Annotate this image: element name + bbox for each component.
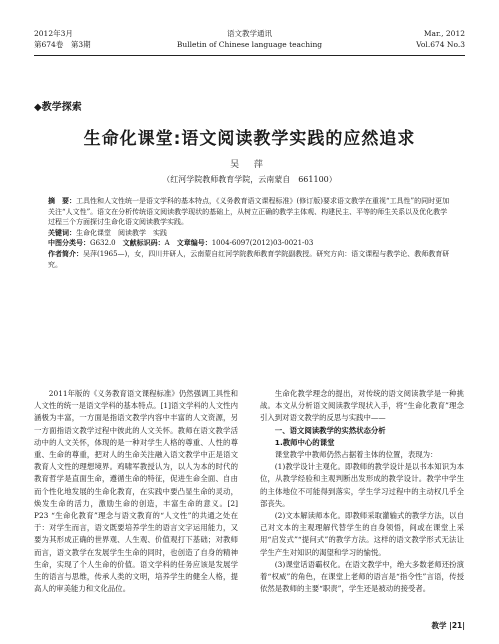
- subsection-heading: 1.教师中心的课堂: [274, 437, 335, 447]
- body-column-left: [34, 388, 238, 595]
- section-heading: 一、语文阅读教学的实然状态分析: [274, 425, 386, 435]
- header-date: 2012年3月: [34, 29, 73, 38]
- paragraph: (1)教学设计主观化。即教师的教学设计是以书本知识为本位，从教学经验和主观判断出发形成的教学设计。教学中学生的主体地位不可能得到落实，学生学习过程中的主动权几乎全部丧失。: [260, 462, 464, 508]
- body-column-right: [260, 388, 464, 595]
- header-volume: 第674卷 第3期: [34, 40, 91, 49]
- paragraph: 生命化教学理念的提出，对传统的语文阅读教学是一种挑战。本文从分析语文阅读教学现状入手，将“生命化教育”理念引入到对语文教学的反思与实践中——: [260, 389, 464, 423]
- author-affiliation: （红河学院教师教育学院，云南蒙自 661100）: [162, 175, 337, 184]
- journal-name-en: Bulletin of Chinese language teaching: [176, 40, 323, 49]
- abstract-block: [48, 196, 451, 270]
- article-title: 生命化课堂:语文阅读教学实践的应然追求: [83, 129, 416, 149]
- header-rule: [34, 55, 465, 56]
- header-date-en: Mar., 2012: [423, 29, 465, 38]
- header-volume-en: Vol.674 No.3: [416, 40, 465, 49]
- paragraph: 课堂教学中教师仍然占据着主体的位置，表现为：: [274, 450, 438, 460]
- abstract: 摘 要：工具性和人文性统一是语文学科的基本特点，《义务教育语文课程标准》(修订版)要求语文教学在重视“工具性”的同时更加关注“人文性”。语文在分析传统语文阅读教学现状的基础上，从树立正确的教学主体观、构建民主、平等的师生关系以及优化教学过程三个方面探讨生命化语文阅读教学实践。: [48, 197, 450, 227]
- page-number: 教学 |21|: [431, 621, 465, 630]
- paragraph: (2)文本解读师本化。即教师采取灌输式的教学方法，以自己对文本的主观理解代替学生的自身领悟，间或在课堂上采用“启发式”“提问式”的教学方法。这样的语文教学形式无法让学生产生对知识的渴望和学习的愉悦。: [260, 511, 464, 557]
- keywords: 关键词：生命化课堂 阅读教学 实践: [48, 228, 167, 237]
- journal-name: 语文教学通讯: [227, 29, 272, 38]
- paragraph: 2011年版的《义务教育语文课程标准》仍然强调工具性和人文性的统一是语文学科的基本特点。[1]语文学科的人文性内涵极为丰富，一方面是指语文教学内容中丰富的人文资源，另一方面指语文教学过程中彼此的人文关怀。教师在语文教学活动中的人文关怀，体现的是一种对学生人格的尊重、人性的尊重、生命的尊重，把对人的生命关注融入语文教学中正是语文教育人文性的理想境界。鸡啸军教授认为，以人为本的时代的教育哲学是直面生命，遵循生命的特征，促进生命全面、自由而个性化地发展的生命化教育，在实践中要凸显生命的灵动，焕发生命的活力，激励生命的创造，丰富生命的意义。[2] P23 “生命化教育”理念与语文教育的“人文性”的共通之处在于：对学生而言，语文既要培养学生的语言文字运用能力，又要为其形成正确的世界观、人生观、价值观打下基础；对教师而言，语文教学在发展学生生命的同时，也创造了自身的精神生命，实现了个人生命的价值。语文学科的任务应该是发展学生的语言与思维，传承人类的文明，培养学生的健全人格，提高人的审美能力和文化品位。: [34, 389, 238, 594]
- running-header: [34, 28, 465, 50]
- author-bio: 作者简介：吴萍(1965—)，女，四川井研人，云南蒙自红河学院教师教育学院副教授。研究方向：语文课程与教学论、教师教育研究。: [48, 249, 450, 269]
- section-label: ◆教学探索: [34, 102, 82, 113]
- paragraph: (3)课堂话语霸权化。在语文教学中，绝大多数老师还扮演着“权威”的角色，在课堂上老师的语言是“指令性”言语，传授依然是教师的主要“职责”，学生还是被动的接受者。: [260, 559, 464, 594]
- classification: 中图分类号：G632.0 文献标识码：A 文章编号：1004-6097(2012)03-0021-03: [48, 239, 314, 248]
- author-name: 吴 萍: [230, 160, 269, 170]
